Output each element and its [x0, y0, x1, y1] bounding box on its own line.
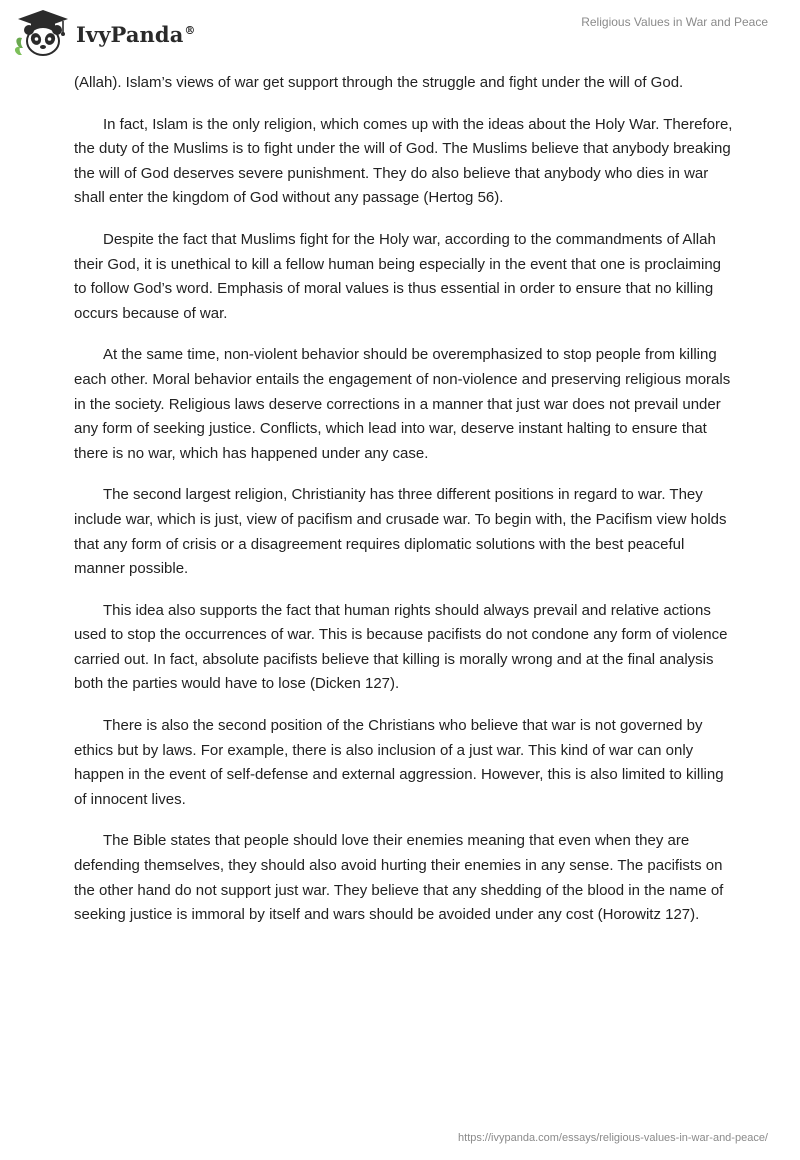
paragraph: (Allah). Islam’s views of war get support through the struggle and fight under the will of God. — [74, 74, 684, 91]
paragraph: There is also the second position of the Christians who believe that war is not governed by ethics but by laws. For example, there is also inclusion of a just war. This kind of war can only happen in the event of self-defense and external aggression. However, this is also limited to killing of innocent lives. — [74, 717, 724, 808]
brand-logo[interactable] — [14, 8, 196, 58]
source-url-link[interactable]: https://ivypanda.com/essays/religious-values-in-war-and-peace/ — [458, 1132, 768, 1144]
page-header — [0, 0, 800, 64]
paragraph: The Bible states that people should love their enemies meaning that even when they are defending themselves, they should also avoid hurting their enemies in any sense. The pacifists on the other hand do not support just war. They believe that any shedding of the blood in the name of seeking justice is immoral by itself and wars should be avoided under any cost (Horowitz 127). — [74, 832, 724, 924]
paragraph: Despite the fact that Muslims fight for the Holy war, according to the commandments of Allah their God, it is unethical to kill a fellow human being especially in the event that one is proclaiming to follow God’s word. Emphasis of moral values is thus essential in order to ensure that no killing occurs because of war. — [74, 230, 722, 322]
registered-mark: ® — [184, 23, 196, 37]
paragraph: At the same time, non-violent behavior should be overemphasized to stop people from killing each other. Moral behavior entails the engagement of non-violence and preserving religious morals in the society. Religious laws deserve corrections in a manner that just war does not prevail under any form of seeking justice. Conflicts, which lead into war, deserve instant halting to ensure that there is no war, which has happened under any case. — [74, 346, 731, 462]
paragraph: In fact, Islam is the only religion, which comes up with the ideas about the Holy War. Therefore, the duty of the Muslims is to fight under the will of God. The Muslims believe that anybody breaking the will of God deserves severe punishment. They do also believe that anybody who dies in war shall enter the kingdom of God without any passage (Hertog 56). — [74, 115, 733, 207]
paragraph: This idea also supports the fact that human rights should always prevail and relative actions used to stop the occurrences of war. This is because pacifists do not condone any form of violence carried out. In fact, absolute pacifists believe that killing is morally wrong and at the final analysis both the parties would have to lose (Dicken 127). — [74, 601, 728, 693]
panda-graduate-icon — [14, 8, 72, 58]
essay-body — [74, 71, 734, 945]
brand-name: IvyPanda® — [76, 21, 196, 47]
document-title: Religious Values in War and Peace — [581, 15, 768, 29]
paragraph: The second largest religion, Christianity has three different positions in regard to war. They include war, which is just, view of pacifism and crusade war. To begin with, the Pacifism view holds that any form of crisis or a disagreement requires diplomatic solutions with the best peaceful manner possible. — [74, 486, 727, 578]
